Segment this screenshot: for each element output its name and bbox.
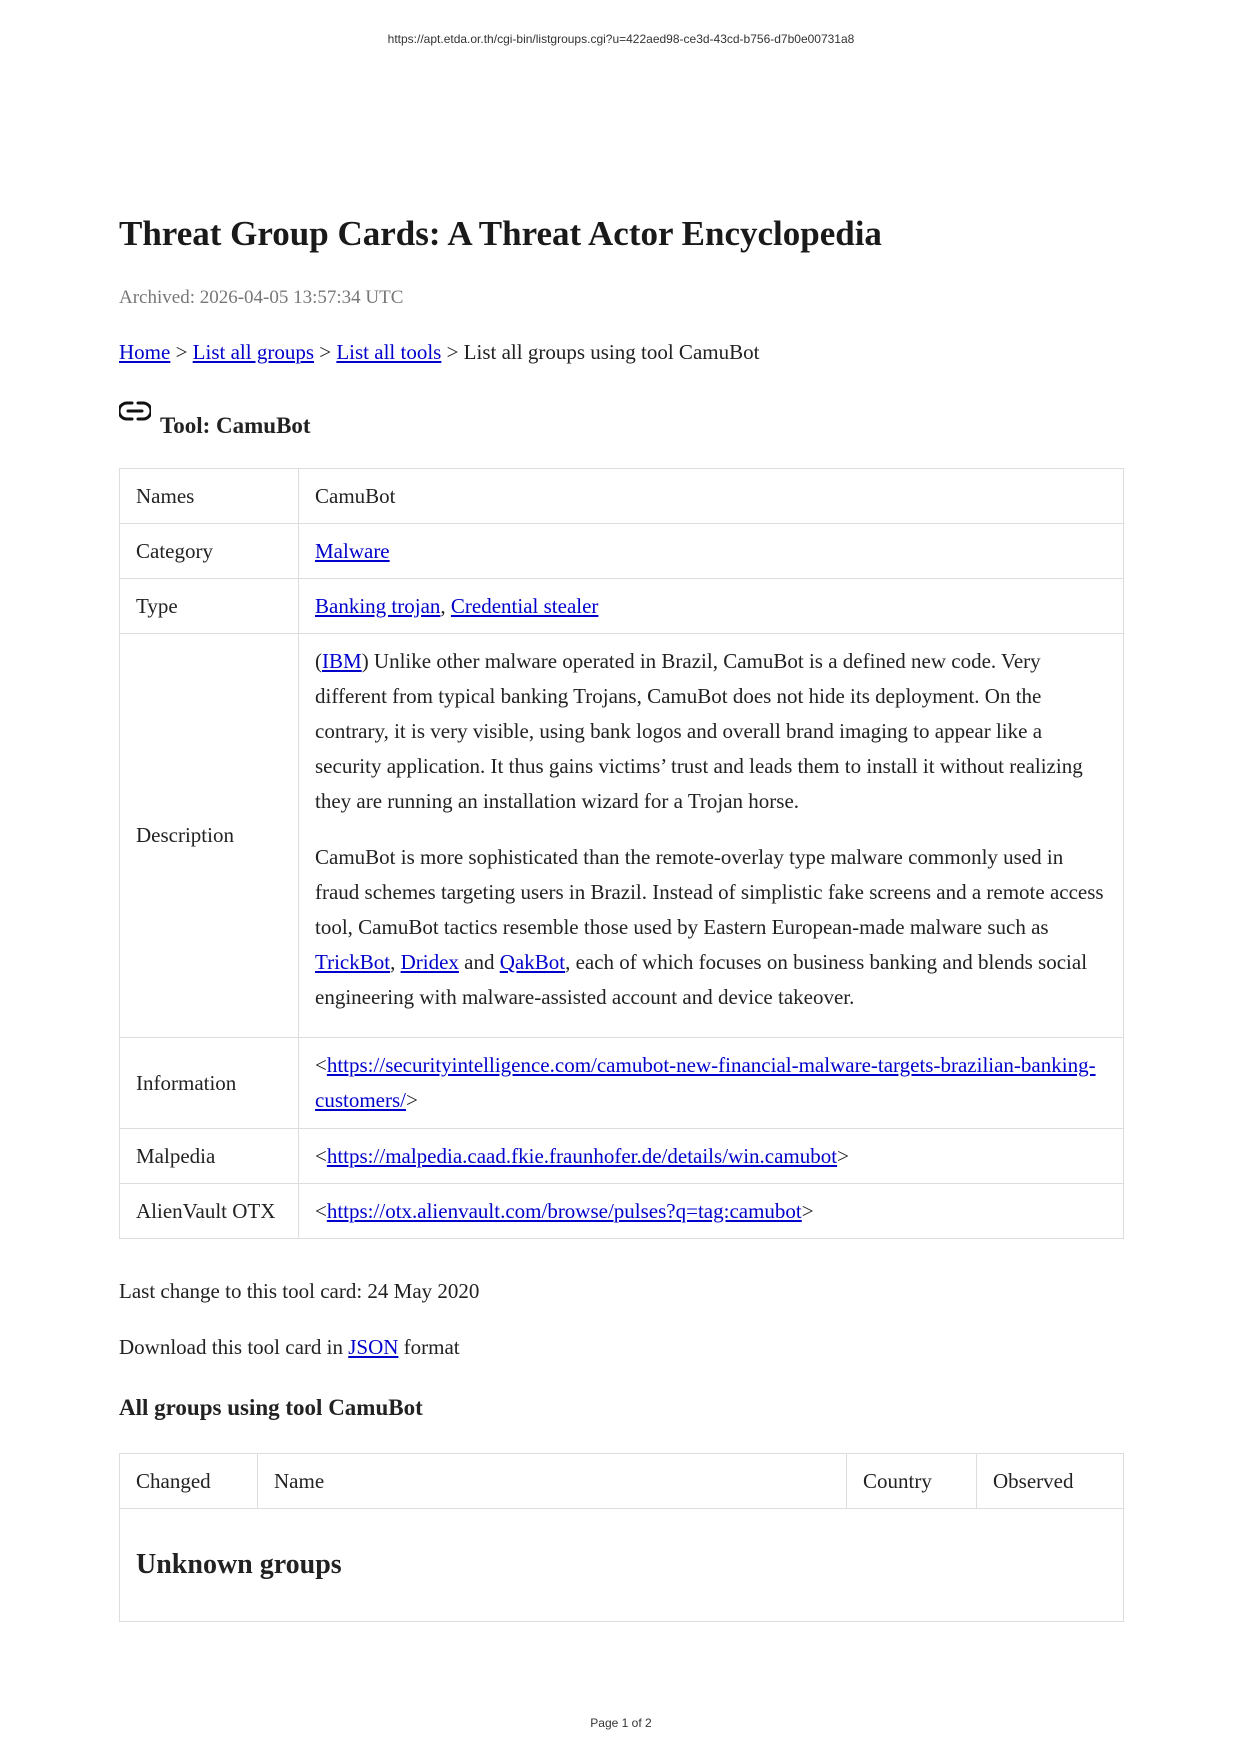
securityintelligence-link[interactable]: https://securityintelligence.com/camubot-new-financial-malware-targets-brazilian-banking-customers/ <box>315 1053 1096 1112</box>
type-credential-stealer-link[interactable]: Credential stealer <box>450 593 599 618</box>
breadcrumb-separator: > <box>175 340 188 364</box>
angle-close: > <box>837 1143 849 1168</box>
archived-timestamp: Archived: 2026-04-05 13:57:34 UTC <box>119 287 404 308</box>
category-label: Category <box>120 524 299 579</box>
category-malware-link[interactable]: Malware <box>315 538 390 563</box>
alienvault-link[interactable]: https://otx.alienvault.com/browse/pulses?q=tag:camubot <box>326 1198 802 1223</box>
angle-close: > <box>801 1198 814 1223</box>
page-title: Threat Group Cards: A Threat Actor Encyclopedia <box>119 214 882 253</box>
table-row <box>120 579 1124 634</box>
breadcrumb-separator: > <box>319 340 332 364</box>
angle-open: < <box>315 1143 327 1168</box>
table-row <box>120 524 1124 579</box>
tool-heading <box>119 398 311 440</box>
unknown-groups-label: Unknown groups <box>136 1548 342 1580</box>
table-row <box>120 634 1124 1038</box>
tool-title: Tool: CamuBot <box>160 413 311 438</box>
names-label: Names <box>120 469 299 524</box>
groups-table <box>119 1453 1124 1622</box>
column-header-changed: Changed <box>120 1454 258 1509</box>
page-number: Page 1 of 2 <box>590 1716 652 1730</box>
description-open-paren: ( <box>315 649 322 673</box>
names-value: CamuBot <box>299 469 1124 524</box>
breadcrumb-list-tools-link[interactable]: List all tools <box>336 340 442 364</box>
download-prefix: Download this tool card in <box>119 1335 349 1359</box>
type-value <box>299 579 1124 634</box>
angle-close: > <box>405 1088 418 1112</box>
description-paragraph <box>315 644 1107 819</box>
angle-open: < <box>315 1053 327 1077</box>
table-row <box>120 1509 1124 1622</box>
table-row <box>120 1184 1124 1239</box>
malpedia-link[interactable]: https://malpedia.caad.fkie.fraunhofer.de/details/win.camubot <box>326 1143 838 1168</box>
alienvault-label: AlienVault OTX <box>120 1184 299 1239</box>
malpedia-value <box>299 1129 1124 1184</box>
description-separator: , <box>390 950 401 974</box>
breadcrumb <box>119 339 759 365</box>
column-header-observed: Observed <box>977 1454 1124 1509</box>
column-header-country: Country <box>847 1454 977 1509</box>
description-text: ) Unlike other malware operated in Brazil, CamuBot is a defined new code. Very different from typical banking Trojans, CamuBot does not hide its deployment. On the contrary, it is very visible, using bank logos and overall brand imaging to appear like a security application. It thus gains victims’ trust and leads them to install it without realizing they are running an installation wizard for a Trojan horse. <box>315 649 1083 813</box>
dridex-link[interactable]: Dridex <box>400 950 459 974</box>
alienvault-value <box>299 1184 1124 1239</box>
information-value <box>299 1038 1124 1129</box>
description-value <box>299 634 1124 1038</box>
breadcrumb-home-link[interactable]: Home <box>119 340 171 364</box>
ibm-source-link[interactable]: IBM <box>322 649 362 673</box>
type-label: Type <box>120 579 299 634</box>
description-text: , each of which focuses on business banking and blends social engineering with malware-assisted account and device takeover. <box>315 950 1088 1009</box>
malpedia-label: Malpedia <box>120 1129 299 1184</box>
description-text: CamuBot is more sophisticated than the remote-overlay type malware commonly used in fraud schemes targeting users in Brazil. Instead of simplistic fake screens and a remote access tool, CamuBot tactics resemble those used by Eastern European-made malware such as <box>315 845 1104 939</box>
table-row <box>120 1038 1124 1129</box>
download-suffix: format <box>398 1335 460 1359</box>
information-label: Information <box>120 1038 299 1129</box>
description-paragraph <box>315 840 1107 1015</box>
angle-open: < <box>315 1198 327 1223</box>
description-separator: and <box>458 950 500 974</box>
qakbot-link[interactable]: QakBot <box>499 950 566 974</box>
groups-heading: All groups using tool CamuBot <box>119 1395 423 1420</box>
table-row <box>120 1129 1124 1184</box>
category-value <box>299 524 1124 579</box>
table-header-row <box>120 1454 1124 1509</box>
json-download-link[interactable]: JSON <box>348 1335 399 1359</box>
description-label: Description <box>120 634 299 1038</box>
type-banking-trojan-link[interactable]: Banking trojan <box>315 593 441 618</box>
type-separator: , <box>440 593 451 618</box>
last-change-text: Last change to this tool card: 24 May 2020 <box>119 1279 480 1303</box>
tool-info-table <box>119 468 1124 1239</box>
breadcrumb-list-groups-link[interactable]: List all groups <box>192 340 314 364</box>
trickbot-link[interactable]: TrickBot <box>315 950 391 974</box>
column-header-name: Name <box>258 1454 847 1509</box>
page-url-header: https://apt.etda.or.th/cgi-bin/listgroups.cgi?u=422aed98-ce3d-43cd-b756-d7b0e00731a8 <box>387 32 855 46</box>
download-line <box>119 1334 460 1360</box>
link-icon <box>119 398 151 422</box>
unknown-groups-cell <box>120 1509 1124 1622</box>
breadcrumb-current: > List all groups using tool CamuBot <box>446 340 760 364</box>
table-row <box>120 469 1124 524</box>
